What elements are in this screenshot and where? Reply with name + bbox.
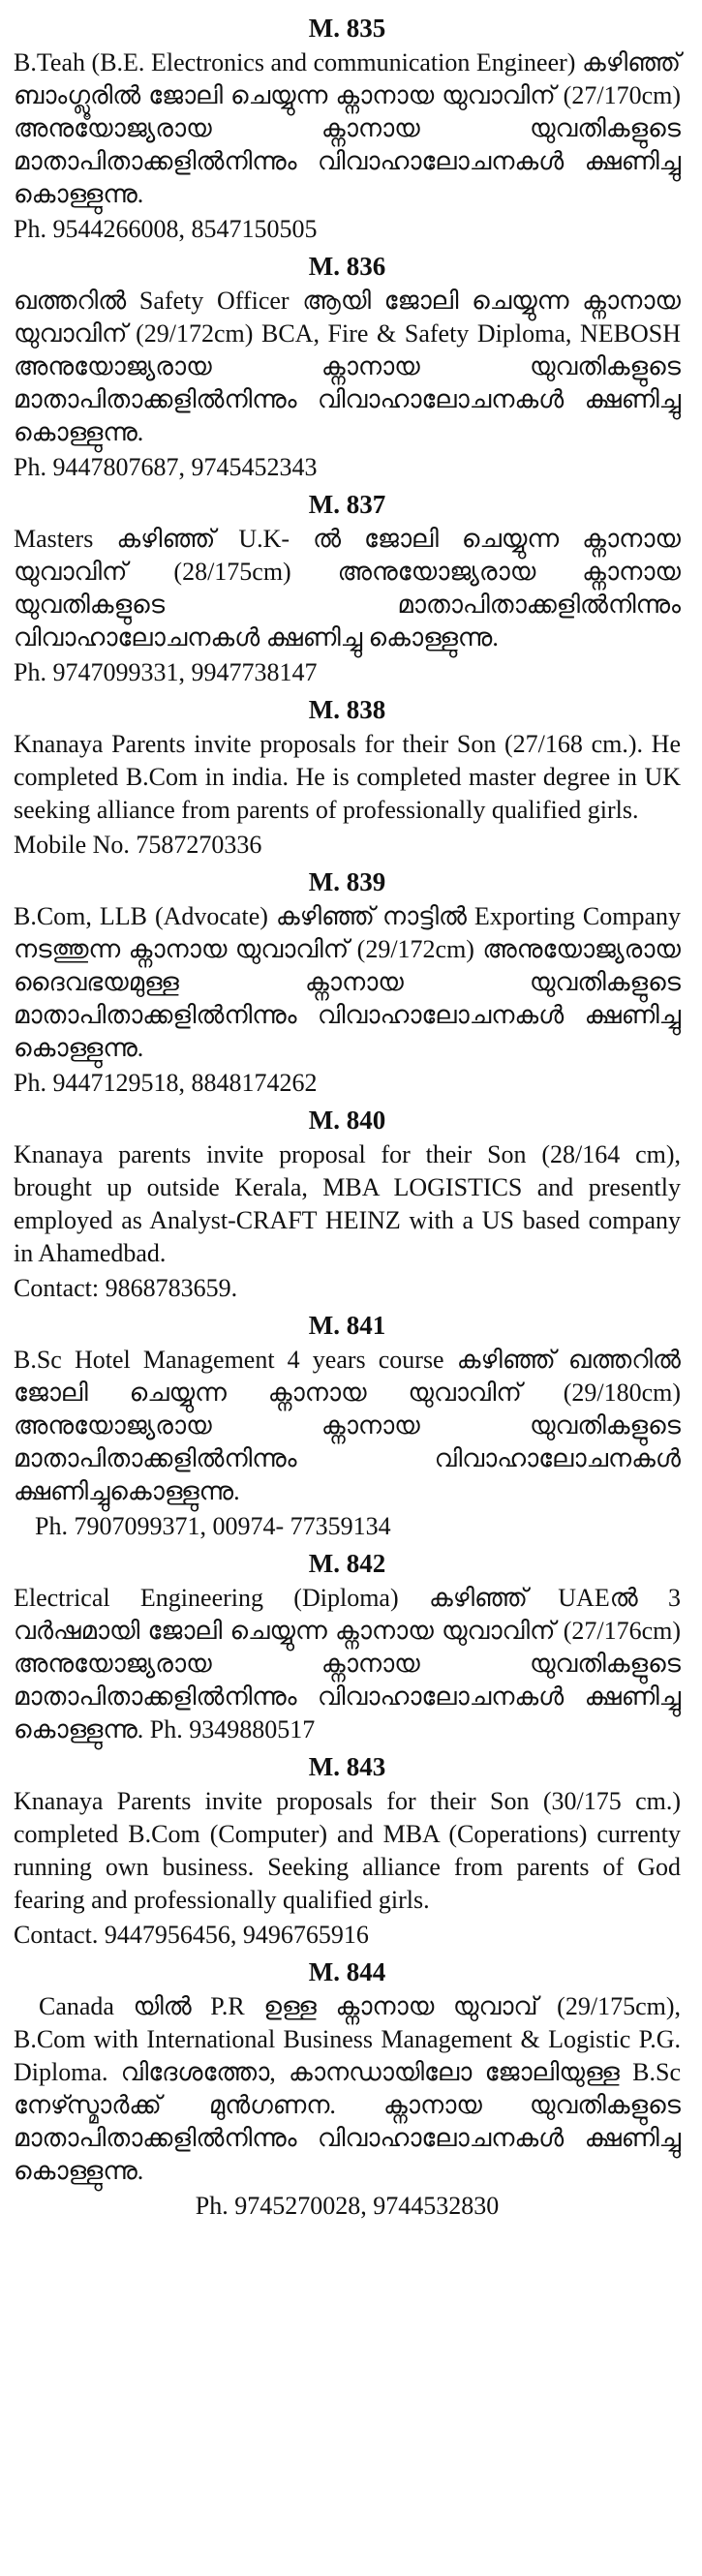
ad-id: M. 838 [308,695,386,724]
ad-id: M. 839 [308,867,386,896]
ad-id: M. 841 [308,1311,386,1340]
ad-id: M. 837 [308,490,386,519]
ad-m843 [14,1750,681,1952]
ad-m836 [14,250,681,484]
ad-id: M. 844 [308,1957,386,1986]
ad-body: B.Teah (B.E. Electronics and communication Engineer) കഴിഞ്ഞ് ബാംഗ്ലൂരിൽ ജോലി ചെയ്യുന്ന ക്നാനായ യുവാവിന് (27/170cm) അനുയോജ്യരായ ക്നാനായ യുവതികളുടെ മാതാപിതാക്കളിൽനിന്നും വിവാഹാലോചനകൾ ക്ഷണിച്ചു കൊള്ളുന്നു. [14,48,681,208]
ad-contact: Ph. 9745270028, 9744532830 [195,2192,500,2220]
ad-body: ഖത്തറിൽ Safety Officer ആയി ജോലി ചെയ്യുന്ന ക്നാനായ യുവാവിന് (29/172cm) BCA, Fire & Safety Diploma, NEBOSH അനുയോജ്യരായ ക്നാനായ യുവതികളുടെ മാതാപിതാക്കളിൽനിന്നും വിവാഹാലോചനകൾ ക്ഷണിച്ചു കൊള്ളുന്നു. [14,287,681,446]
ad-id: M. 842 [308,1549,386,1578]
ad-body: Knanaya Parents invite proposals for their Son (27/168 cm.). He completed B.Com in india. He is completed master degree in UK seeking alliance from parents of professionally qualified girls. [14,730,681,824]
ad-contact: Mobile No. 7587270336 [14,831,262,859]
ad-id: M. 843 [308,1752,386,1781]
ad-m835 [14,12,681,246]
ad-contact: Ph. 9447129518, 8848174262 [14,1069,318,1097]
ad-m838 [14,693,681,862]
ad-m842 [14,1547,681,1746]
ad-m841 [14,1309,681,1543]
ad-body: Canada യിൽ P.R ഉള്ള ക്നാനായ യുവാവ് (29/175cm), B.Com with International Business Management & Logistic P.G. Diploma. വിദേശത്തോ, കാനഡായിലോ ജോലിയുള്ള B.Sc നേഴ്സ്മാർക്ക് മുൻഗണന. ക്നാനായ യുവതികളുടെ മാതാപിതാക്കളിൽനിന്നും വിവാഹാലോചനകൾ ക്ഷണിച്ചു കൊള്ളുന്നു. [14,1992,681,2185]
ad-m840 [14,1104,681,1305]
ad-contact: Ph. 9747099331, 9947738147 [14,658,318,686]
ad-body: B.Sc Hotel Management 4 years course കഴിഞ്ഞ് ഖത്തറിൽ ജോലി ചെയ്യുന്ന ക്നാനായ യുവാവിന് (29/180cm) അനുയോജ്യരായ ക്നാനായ യുവതികളുടെ മാതാപിതാക്കളിൽനിന്നും വിവാഹാലോചനകൾ ക്ഷണിച്ചുകൊള്ളുന്നു. [14,1346,681,1505]
ad-body: Knanaya parents invite proposal for their Son (28/164 cm), brought up outside Kerala, MBA LOGISTICS and presently employed as Analyst-CRAFT HEINZ with a US based company in Ahamedbad. [14,1140,681,1267]
ad-id: M. 835 [308,14,386,43]
ad-body: Knanaya Parents invite proposals for their Son (30/175 cm.) completed B.Com (Computer) and MBA (Coperations) currenty running own business. Seeking alliance from parents of God fearing and professionally qualified girls. [14,1787,681,1914]
ad-body: Electrical Engineering (Diploma) കഴിഞ്ഞ് UAEൽ 3 വർഷമായി ജോലി ചെയ്യുന്ന ക്നാനായ യുവാവിന് (27/176cm) അനുയോജ്യരായ ക്നാനായ യുവതികളുടെ മാതാപിതാക്കളിൽനിന്നും വിവാഹാലോചനകൾ ക്ഷണിച്ചു കൊള്ളുന്നു. Ph. 9349880517 [14,1584,681,1743]
ad-body: Masters കഴിഞ്ഞ് U.K- ൽ ജോലി ചെയ്യുന്ന ക്നാനായ യുവാവിന് (28/175cm) അനുയോജ്യരായ ക്നാനായ യുവതികളുടെ മാതാപിതാക്കളിൽനിന്നും വിവാഹാലോചനകൾ ക്ഷണിച്ചു കൊള്ളുന്നു. [14,525,681,652]
ad-contact: Ph. 9447807687, 9745452343 [14,453,318,481]
ad-m844 [14,1955,681,2223]
ad-id: M. 840 [308,1106,386,1135]
ad-contact: Ph. 7907099371, 00974- 77359134 [35,1512,391,1540]
ad-contact: Contact: 9868783659. [14,1274,238,1302]
ad-body: B.Com, LLB (Advocate) കഴിഞ്ഞ് നാട്ടിൽ Exporting Company നടത്തുന്ന ക്നാനായ യുവാവിന് (29/172cm) അനുയോജ്യരായ ദൈവഭയമുള്ള ക്നാനായ യുവതികളുടെ മാതാപിതാക്കളിൽനിന്നും വിവാഹാലോചനകൾ ക്ഷണിച്ചു കൊള്ളുന്നു. [14,902,681,1062]
ad-m837 [14,488,681,689]
ad-contact: Contact. 9447956456, 9496765916 [14,1921,369,1949]
ad-id: M. 836 [308,252,386,281]
ad-m839 [14,865,681,1100]
ad-contact: Ph. 9544266008, 8547150505 [14,215,318,243]
